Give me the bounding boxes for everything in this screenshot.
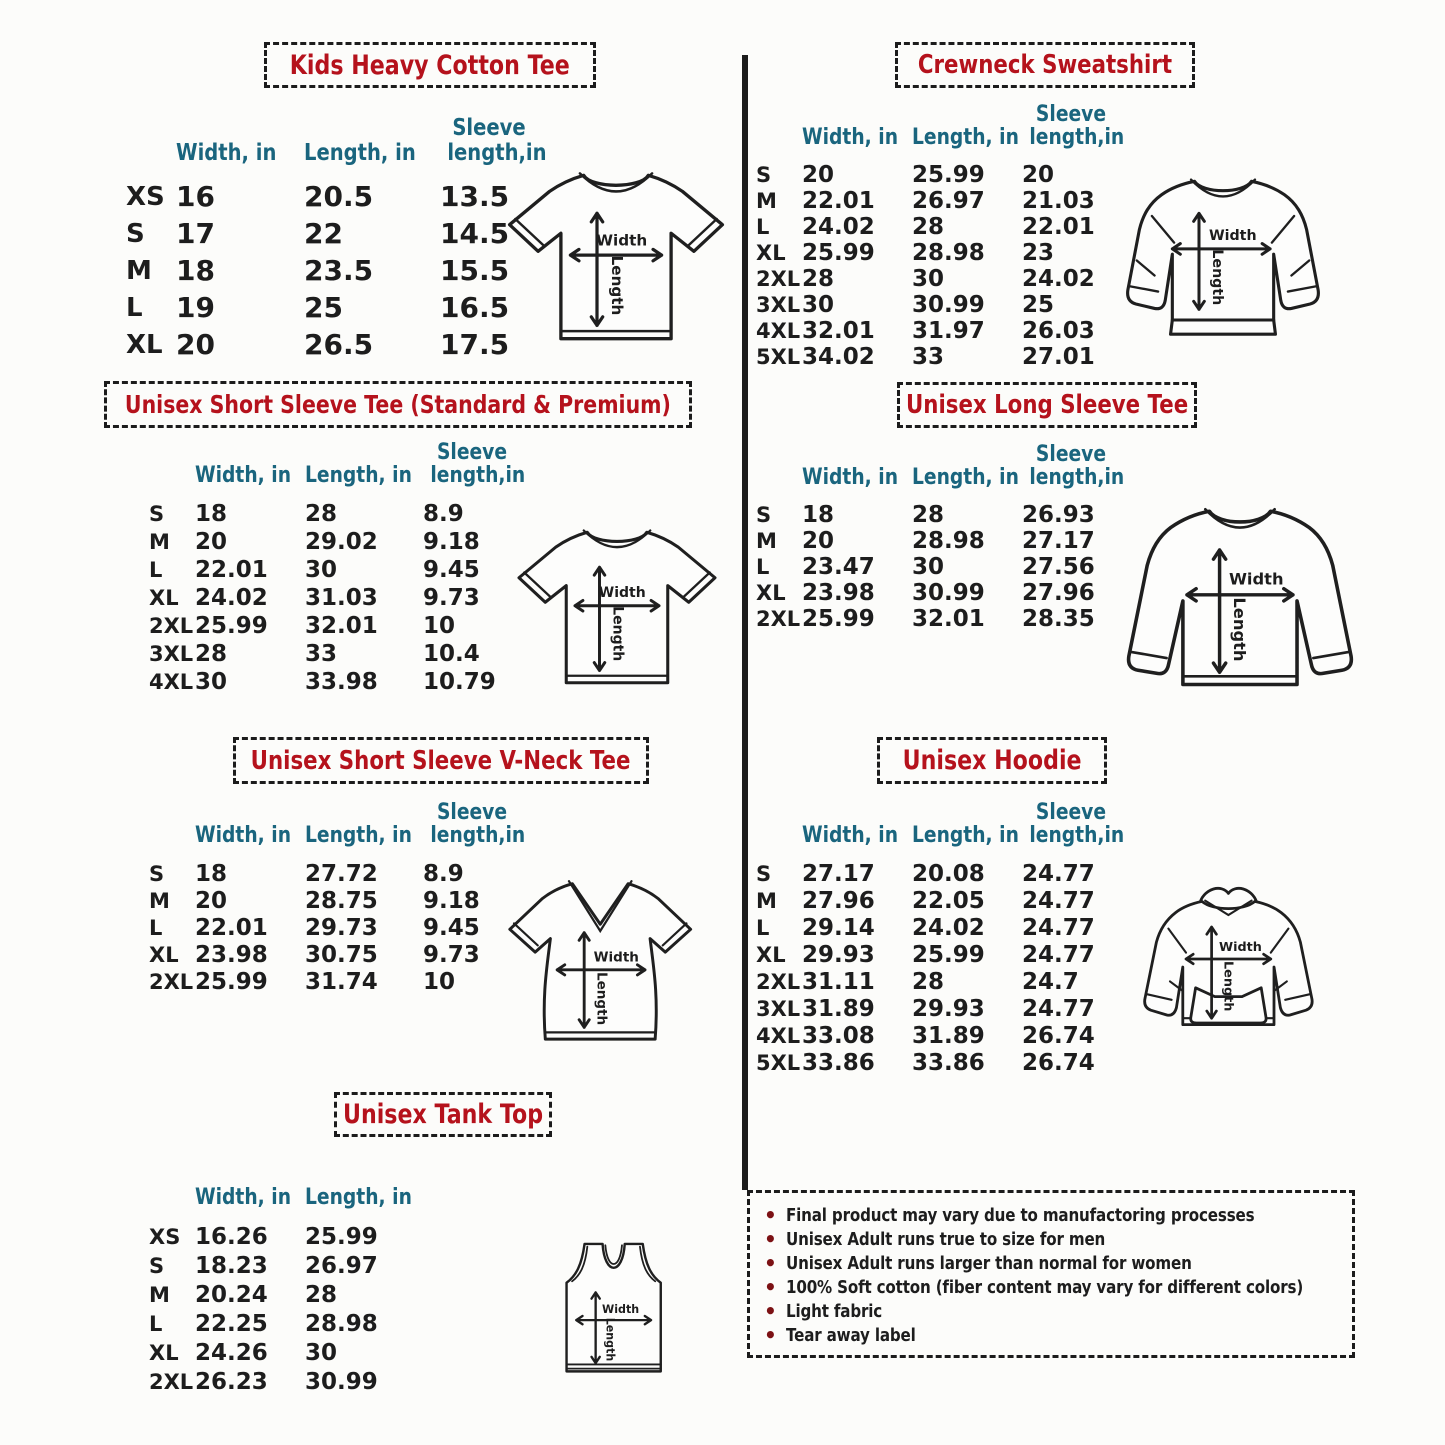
measurement-value: 8.9: [423, 860, 464, 887]
note-text: Unisex Adult runs larger than normal for women: [785, 1252, 1192, 1274]
size-label: M: [149, 1282, 170, 1307]
col-header-length: Length, in: [304, 140, 416, 167]
measurement-value: 32.01: [912, 606, 985, 632]
measurement-value: 25.99: [912, 941, 985, 968]
col-header-width: Width, in: [195, 1185, 292, 1211]
size-label: 4XL: [149, 670, 194, 694]
size-label: S: [756, 163, 772, 187]
measurement-value: 20.24: [195, 1281, 268, 1308]
measurement-value: 30: [305, 557, 338, 583]
short-sleeve-tee-illustration: [512, 505, 722, 710]
col-header-length: Length, in: [305, 823, 412, 849]
note-text: Final product may vary due to manufactoring processes: [785, 1204, 1255, 1226]
size-label: L: [756, 915, 770, 940]
measurement-value: 22.01: [195, 557, 268, 583]
hem-band: [1171, 320, 1276, 334]
measurement-value: 31.97: [912, 318, 985, 344]
measurement-value: 31.03: [305, 585, 378, 611]
size-label: 2XL: [756, 969, 801, 994]
section-title: Unisex Tank Top: [342, 1099, 544, 1130]
size-label: XL: [149, 1340, 179, 1365]
measurement-value: 22.01: [802, 188, 875, 214]
measurement-value: 24.02: [1022, 266, 1095, 292]
size-label: 3XL: [149, 642, 194, 666]
measurement-value: 20: [195, 529, 228, 555]
measurement-value: 16: [176, 180, 215, 213]
section-title: Crewneck Sweatshirt: [917, 50, 1173, 80]
width-arrow-label: Width: [596, 231, 648, 250]
measurement-value: 29.02: [305, 529, 378, 555]
measurement-value: 27.72: [305, 860, 378, 887]
measurement-value: 25.99: [195, 968, 268, 995]
size-label: XL: [756, 942, 786, 967]
measurement-value: 16.26: [195, 1223, 268, 1250]
size-label: S: [149, 861, 165, 886]
vneck-title-box: [233, 737, 649, 784]
measurement-value: 9.18: [423, 887, 480, 914]
measurement-value: 27.96: [1022, 580, 1095, 606]
measurement-value: 25: [304, 291, 343, 324]
length-arrow-label: Length: [609, 606, 626, 662]
measurement-value: 24.02: [802, 214, 875, 240]
section-title: Kids Heavy Cotton Tee: [289, 49, 571, 81]
size-label: XL: [149, 586, 179, 610]
note-item: [764, 1227, 1338, 1251]
measurement-value: 26.74: [1022, 1022, 1095, 1049]
measurement-value: 23.98: [802, 580, 875, 606]
measurement-value: 24.77: [1022, 941, 1095, 968]
section-title: Unisex Long Sleeve Tee: [905, 390, 1189, 420]
note-text: Light fabric: [785, 1300, 882, 1322]
col-header-length: Length, in: [912, 823, 1019, 849]
measurement-value: 31.11: [802, 968, 875, 995]
size-label: 3XL: [756, 996, 801, 1021]
measurement-value: 9.73: [423, 585, 480, 611]
col-header-length: Length, in: [305, 1185, 412, 1211]
measurement-value: 24.77: [1022, 995, 1095, 1022]
measurement-value: 23.98: [195, 941, 268, 968]
measurement-value: 27.17: [1022, 528, 1095, 554]
measurement-value: 28.98: [912, 240, 985, 266]
measurement-value: 10.4: [423, 641, 480, 667]
measurement-value: 26.74: [1022, 1049, 1095, 1076]
measurement-value: 30: [912, 554, 945, 580]
col-header-sleeve-length: Sleeve length,in: [1029, 441, 1125, 491]
measurement-value: 34.02: [802, 344, 875, 370]
measurement-value: 10: [423, 613, 456, 639]
measurement-value: 8.9: [423, 501, 464, 527]
bullet-icon: •: [764, 1251, 777, 1275]
measurement-value: 24.7: [1022, 968, 1079, 995]
size-label: 4XL: [756, 319, 801, 343]
size-label: S: [149, 1253, 165, 1278]
measurement-value: 30.75: [305, 941, 378, 968]
col-header-width: Width, in: [802, 823, 899, 849]
measurement-value: 24.77: [1022, 887, 1095, 914]
measurement-value: 28.98: [305, 1310, 378, 1337]
kids-tee-table: [126, 94, 560, 363]
measurement-value: 26.5: [304, 328, 374, 361]
size-label: XL: [149, 942, 179, 967]
col-header-length: Length, in: [305, 463, 412, 489]
col-header-width: Width, in: [195, 823, 292, 849]
measurement-value: 14.5: [440, 217, 510, 250]
measurement-value: 30.99: [305, 1368, 378, 1395]
measurement-value: 20: [802, 528, 835, 554]
size-label: XL: [126, 329, 163, 360]
measurement-value: 25.99: [195, 613, 268, 639]
measurement-value: 16.5: [440, 291, 510, 324]
measurement-value: 28: [305, 1281, 338, 1308]
note-item: [764, 1275, 1338, 1299]
long-sleeve-title-box: [897, 382, 1197, 428]
measurement-value: 33.08: [802, 1022, 875, 1049]
measurement-value: 9.45: [423, 557, 480, 583]
measurement-value: 28: [802, 266, 835, 292]
tank-top-illustration: [543, 1220, 685, 1414]
note-text: Unisex Adult runs true to size for men: [785, 1228, 1105, 1250]
note-text: Tear away label: [785, 1324, 916, 1346]
measurement-value: 26.97: [912, 188, 985, 214]
measurement-value: 20: [195, 887, 228, 914]
size-label: 4XL: [756, 1023, 801, 1048]
hoodie-table: [756, 795, 1134, 1076]
size-label: S: [149, 502, 165, 526]
measurement-value: 17: [176, 217, 215, 250]
measurement-value: 32.01: [305, 613, 378, 639]
measurement-value: 30.99: [912, 292, 985, 318]
length-arrow-label: Length: [593, 972, 610, 1026]
short-sleeve-title-box: [104, 381, 692, 428]
size-label: M: [756, 888, 777, 913]
width-arrow-label: Width: [593, 949, 639, 966]
size-label: XS: [126, 181, 165, 212]
hoodie-title-box: [877, 737, 1107, 784]
short-sleeve-table: [149, 438, 535, 696]
measurement-value: 22.01: [1022, 214, 1095, 240]
col-header-sleeve-length: Sleeve length,in: [1029, 101, 1125, 151]
width-arrow-label: Width: [1218, 940, 1262, 955]
col-header-sleeve-length: Sleeve length,in: [447, 115, 547, 167]
measurement-value: 25.99: [912, 162, 985, 188]
measurement-value: 10.79: [423, 669, 496, 695]
size-label: 5XL: [756, 345, 801, 369]
measurement-value: 19: [176, 291, 215, 324]
bullet-icon: •: [764, 1227, 777, 1251]
measurement-value: 22.01: [195, 914, 268, 941]
measurement-value: 33: [305, 641, 338, 667]
size-label: M: [149, 888, 170, 913]
measurement-value: 26.97: [305, 1252, 378, 1279]
measurement-value: 18.23: [195, 1252, 268, 1279]
measurement-value: 24.02: [912, 914, 985, 941]
measurement-value: 20.08: [912, 860, 985, 887]
measurement-value: 18: [195, 501, 228, 527]
length-arrow-label: Length: [1209, 249, 1226, 306]
measurement-value: 22.05: [912, 887, 985, 914]
length-arrow-label: Length: [1229, 597, 1249, 662]
measurement-value: 30: [802, 292, 835, 318]
neck-binding-line: [605, 1245, 622, 1264]
size-label: 2XL: [149, 1369, 194, 1394]
note-item: [764, 1203, 1338, 1227]
measurement-value: 18: [176, 254, 215, 287]
col-header-length: Length, in: [912, 465, 1019, 491]
measurement-value: 24.77: [1022, 860, 1095, 887]
measurement-value: 23: [1022, 240, 1055, 266]
size-label: XL: [756, 581, 786, 605]
measurement-value: 28: [912, 502, 945, 528]
measurement-value: 20: [1022, 162, 1055, 188]
measurement-value: 25.99: [802, 240, 875, 266]
note-item: [764, 1323, 1338, 1347]
size-label: L: [149, 1311, 163, 1336]
col-header-sleeve-length: Sleeve length,in: [430, 439, 526, 489]
measurement-value: 30: [305, 1339, 338, 1366]
width-arrow-label: Width: [598, 585, 646, 601]
col-header-sleeve-length: Sleeve length,in: [1029, 799, 1125, 849]
measurement-value: 25.99: [802, 606, 875, 632]
measurement-value: 28.75: [305, 887, 378, 914]
measurement-value: 9.73: [423, 941, 480, 968]
size-label: 3XL: [756, 293, 801, 317]
measurement-value: 25.99: [305, 1223, 378, 1250]
measurement-value: 26.23: [195, 1368, 268, 1395]
col-header-width: Width, in: [195, 463, 292, 489]
measurement-value: 24.77: [1022, 914, 1095, 941]
measurement-value: 28.35: [1022, 606, 1095, 632]
measurement-value: 22.25: [195, 1310, 268, 1337]
measurement-value: 29.14: [802, 914, 875, 941]
size-label: S: [756, 503, 772, 527]
measurement-value: 30: [195, 669, 228, 695]
length-arrow-label: Length: [608, 255, 627, 316]
measurement-value: 28: [195, 641, 228, 667]
long-sleeve-tee-illustration: [1098, 497, 1386, 711]
notes-box: [747, 1190, 1355, 1358]
measurement-value: 15.5: [440, 254, 510, 287]
bullet-icon: •: [764, 1299, 777, 1323]
long-sleeve-table: [756, 438, 1134, 632]
measurement-value: 33.86: [912, 1049, 985, 1076]
measurement-value: 33.98: [305, 669, 378, 695]
col-header-width: Width, in: [802, 125, 899, 151]
measurement-value: 28: [912, 968, 945, 995]
bullet-icon: •: [764, 1275, 777, 1299]
measurement-value: 33.86: [802, 1049, 875, 1076]
measurement-value: 28.98: [912, 528, 985, 554]
size-label: L: [756, 555, 770, 579]
measurement-value: 17.5: [440, 328, 510, 361]
note-text: 100% Soft cotton (fiber content may vary for different colors): [785, 1276, 1303, 1298]
measurement-value: 27.17: [802, 860, 875, 887]
measurement-value: 23.5: [304, 254, 374, 287]
size-label: 2XL: [756, 607, 801, 631]
measurement-value: 30.99: [912, 580, 985, 606]
size-label: S: [126, 218, 145, 249]
size-label: M: [149, 530, 170, 554]
vneck-table: [149, 798, 535, 995]
size-label: M: [126, 255, 152, 286]
size-label: 2XL: [149, 969, 194, 994]
width-arrow-label: Width: [1208, 228, 1257, 244]
kids-tee-title-box: [264, 42, 596, 88]
size-label: L: [149, 915, 163, 940]
bullet-icon: •: [764, 1203, 777, 1227]
crewneck-illustration: [1103, 166, 1343, 346]
measurement-value: 25: [1022, 292, 1055, 318]
measurement-value: 29.93: [802, 941, 875, 968]
measurement-value: 29.93: [912, 995, 985, 1022]
size-label: XL: [756, 241, 786, 265]
length-arrow-label: Length: [1220, 961, 1236, 1012]
measurement-value: 10: [423, 968, 456, 995]
measurement-value: 32.01: [802, 318, 875, 344]
size-label: S: [756, 861, 772, 886]
measurement-value: 13.5: [440, 180, 510, 213]
measurement-value: 28: [912, 214, 945, 240]
measurement-value: 33: [912, 344, 945, 370]
note-item: [764, 1299, 1338, 1323]
kids-tee-illustration: [502, 162, 730, 352]
measurement-value: 21.03: [1022, 188, 1095, 214]
vneck-tee-illustration: [498, 862, 705, 1060]
measurement-value: 24.26: [195, 1339, 268, 1366]
note-item: [764, 1251, 1338, 1275]
col-header-width: Width, in: [802, 465, 899, 491]
measurement-value: 27.96: [802, 887, 875, 914]
measurement-value: 20.5: [304, 180, 374, 213]
col-header-length: Length, in: [912, 125, 1019, 151]
size-label: L: [126, 292, 143, 323]
size-label: M: [756, 189, 777, 213]
measurement-value: 9.18: [423, 529, 480, 555]
size-label: L: [756, 215, 770, 239]
measurement-value: 26.93: [1022, 502, 1095, 528]
measurement-value: 9.45: [423, 914, 480, 941]
measurement-value: 18: [195, 860, 228, 887]
measurement-value: 30: [912, 266, 945, 292]
crewneck-title-box: [895, 42, 1195, 88]
width-arrow-label: Width: [602, 1303, 640, 1317]
measurement-value: 22: [304, 217, 343, 250]
measurement-value: 28: [305, 501, 338, 527]
width-arrow-label: Width: [1228, 569, 1284, 589]
section-title: Unisex Short Sleeve Tee (Standard & Premium): [125, 390, 671, 419]
measurement-value: 18: [802, 502, 835, 528]
measurement-value: 27.56: [1022, 554, 1095, 580]
measurement-value: 31.74: [305, 968, 378, 995]
hoodie-illustration: [1122, 864, 1334, 1070]
measurement-value: 31.89: [912, 1022, 985, 1049]
measurement-value: 29.73: [305, 914, 378, 941]
size-label: 2XL: [756, 267, 801, 291]
tank-top-table: [149, 1158, 435, 1396]
measurement-value: 31.89: [802, 995, 875, 1022]
crewneck-table: [756, 92, 1134, 370]
size-label: M: [756, 529, 777, 553]
measurement-value: 20: [176, 328, 215, 361]
col-header-sleeve-length: Sleeve length,in: [430, 799, 526, 849]
measurement-value: 23.47: [802, 554, 875, 580]
size-label: 2XL: [149, 614, 194, 638]
measurement-value: 26.03: [1022, 318, 1095, 344]
measurement-value: 24.02: [195, 585, 268, 611]
measurement-value: 27.01: [1022, 344, 1095, 370]
size-label: XS: [149, 1224, 181, 1249]
col-header-width: Width, in: [176, 140, 277, 167]
tank-top-title-box: [334, 1092, 552, 1137]
size-label: 5XL: [756, 1050, 801, 1075]
size-label: L: [149, 558, 163, 582]
measurement-value: 20: [802, 162, 835, 188]
bullet-icon: •: [764, 1323, 777, 1347]
length-arrow-label: Length: [603, 1317, 617, 1362]
section-title: Unisex Hoodie: [902, 745, 1082, 776]
section-title: Unisex Short Sleeve V-Neck Tee: [251, 745, 631, 776]
column-divider: [742, 55, 748, 1190]
